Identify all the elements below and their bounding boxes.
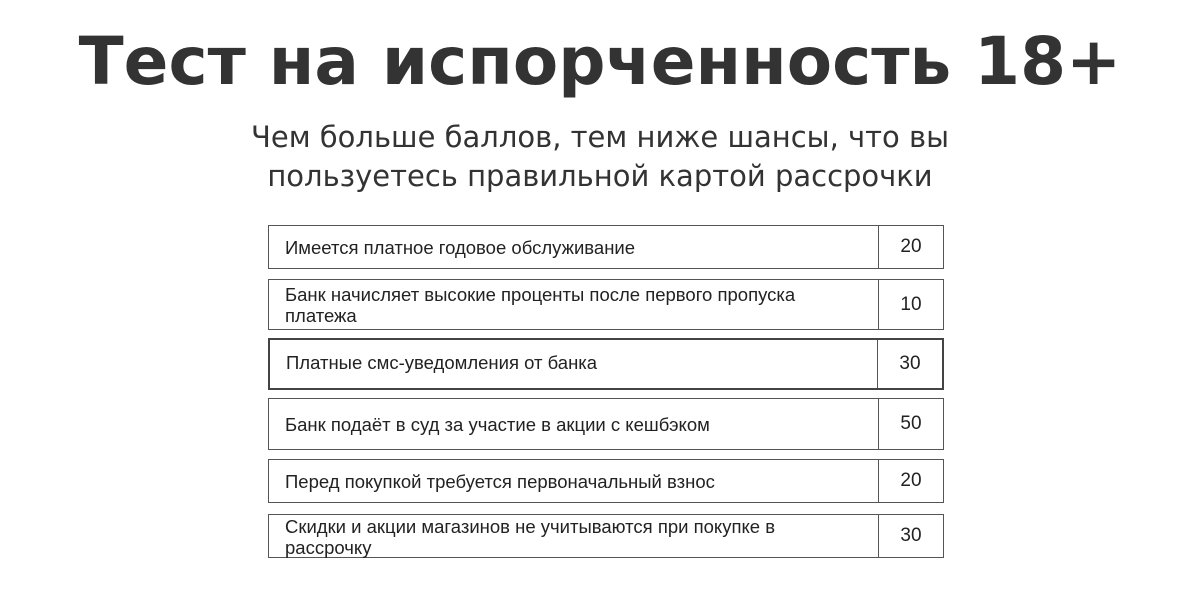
table-row (268, 338, 944, 390)
row-criterion: Имеется платное годовое обслуживание (285, 236, 636, 258)
row-points: 20 (878, 226, 943, 268)
subtitle-line-1: Чем больше баллов, тем ниже шансы, что вы (250, 120, 949, 154)
row-points: 30 (878, 515, 943, 557)
row-points: 10 (878, 280, 943, 329)
table-row (268, 514, 944, 558)
table-row (268, 459, 944, 503)
page-title: Тест на испорченность 18+ (78, 23, 1122, 100)
table-row (268, 279, 944, 330)
row-points: 50 (878, 399, 943, 449)
table-row (268, 398, 944, 450)
row-points: 20 (878, 460, 943, 502)
table-row (268, 225, 944, 269)
row-criterion: Банк начисляет высокие проценты после первого пропуска платежа (285, 284, 796, 326)
row-points: 30 (877, 340, 942, 388)
subtitle-line-2: пользуетесь правильной картой рассрочки (267, 159, 933, 193)
row-criterion: Платные смс-уведомления от банка (286, 352, 598, 373)
row-criterion: Банк подаёт в суд за участие в акции с кешбэком (285, 413, 710, 435)
subtitle (0, 118, 1200, 196)
row-criterion: Перед покупкой требуется первоначальный взнос (285, 470, 715, 492)
row-criterion: Скидки и акции магазинов не учитываются при покупке в рассрочку (285, 516, 776, 558)
